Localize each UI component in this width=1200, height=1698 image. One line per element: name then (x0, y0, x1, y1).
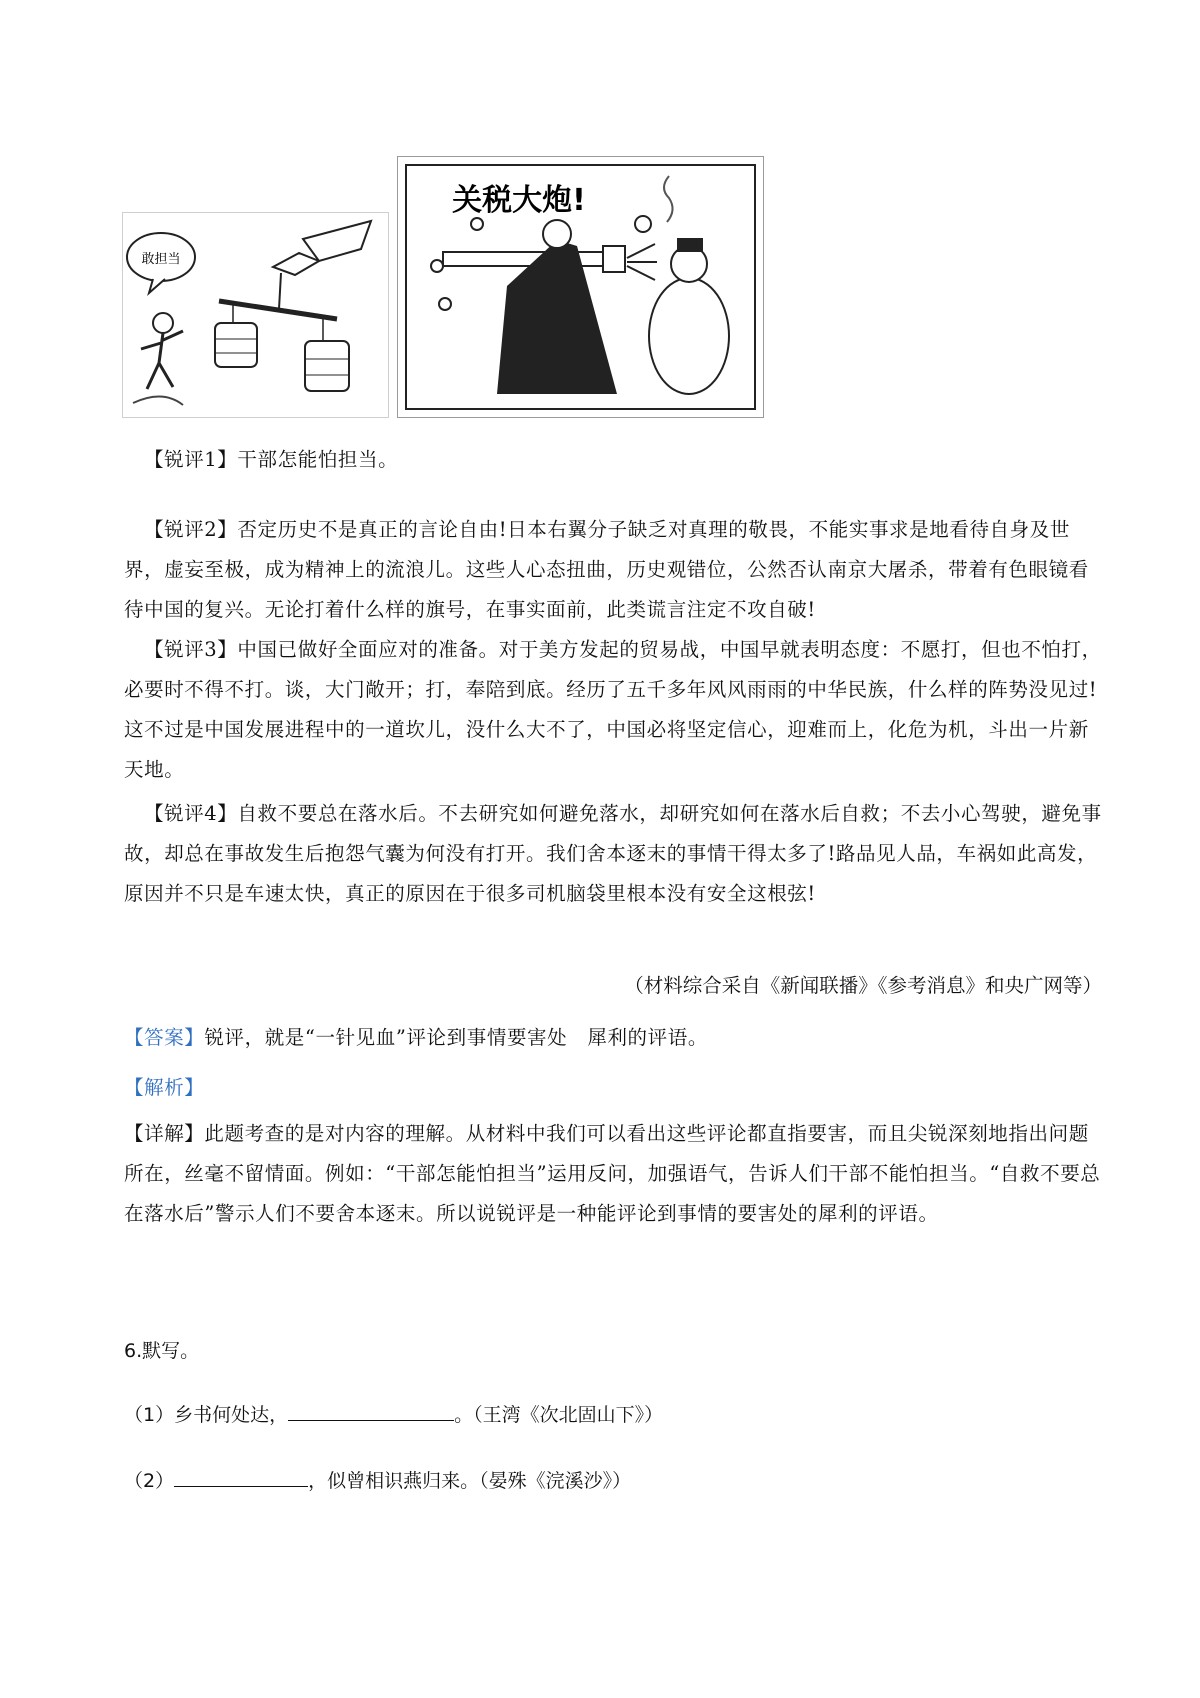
analysis-tag: 【解析】 (124, 1076, 205, 1099)
cartoon-images (122, 156, 762, 416)
question-6-title: 6.默写。 (124, 1340, 200, 1362)
comment-2-text: 否定历史不是真正的言论自由!日本右翼分子缺乏对真理的敬畏，不能实事求是地看待自身及世界，虚妄至极，成为精神上的流浪儿。这些人心态扭曲，历史观错位，公然否认南京大屠杀，带着有色眼镜看待中国的复兴。无论打着什么样的旗号，在事实面前，此类谎言注定不攻自破! (124, 518, 1089, 621)
cartoon-right-drawing (407, 166, 754, 408)
comment-4-tag: 【锐评4】 (144, 802, 238, 825)
cartoon-right-image (397, 156, 764, 418)
detail (124, 1114, 1104, 1234)
cartoon-headline: 关税大炮! (452, 183, 586, 218)
comment-3-text: 中国已做好全面应对的准备。对于美方发起的贸易战，中国早就表明态度：不愿打，但也不怕打，必要时不得不打。谈，大门敞开；打，奉陪到底。经历了五千多年风风雨雨的中华民族，什么样的阵势没见过!这不过是中国发展进程中的一道坎儿，没什么大不了，中国必将坚定信心，迎难而上，化危为机，斗出一片新天地。 (124, 638, 1102, 781)
item-1-after: 。（王湾《次北固山下》） (454, 1404, 664, 1426)
item-1-blank[interactable] (288, 1402, 454, 1421)
item-2-number: （2） (124, 1470, 175, 1492)
detail-tag: 【详解】 (124, 1122, 205, 1145)
answer (124, 1018, 1104, 1058)
detail-text: 此题考查的是对内容的理解。从材料中我们可以看出这些评论都直指要害，而且尖锐深刻地指出问题所在，丝毫不留情面。例如：“干部怎能怕担当”运用反问，加强语气，告诉人们干部不能怕担当。“自救不要总在落水后”警示人们不要舍本逐末。所以说锐评是一种能评论到事情的要害处的犀利的评语。 (124, 1122, 1101, 1225)
question-6-item-1 (124, 1400, 663, 1427)
comment-4-text: 自救不要总在落水后。不去研究如何避免落水，却研究如何在落水后自救；不去小心驾驶，避免事故，却总在事故发生后抱怨气囊为何没有打开。我们舍本逐末的事情干得太多了!路品见人品，车祸如此高发，原因并不只是车速太快，真正的原因在于很多司机脑袋里根本没有安全这根弦! (124, 802, 1102, 905)
comment-1-tag: 【锐评1】 (144, 448, 238, 471)
item-1-before: 乡书何处达， (174, 1404, 289, 1426)
item-2-blank[interactable] (174, 1468, 308, 1487)
comment-3-tag: 【锐评3】 (144, 638, 238, 661)
answer-text: 锐评，就是“一针见血”评论到事情要害处 犀利的评语。 (204, 1026, 708, 1049)
cartoon-left-drawing (123, 213, 388, 417)
analysis (124, 1068, 1104, 1108)
item-1-number: （1） (124, 1404, 175, 1426)
answer-tag: 【答案】 (124, 1026, 205, 1049)
comment-1-text: 干部怎能怕担当。 (237, 448, 399, 471)
item-2-after: ，似曾相识燕归来。（晏殊《浣溪沙》） (308, 1470, 632, 1492)
cartoon-bubble-text: 敢担当 (141, 252, 181, 267)
cartoon-left-image (122, 212, 389, 418)
comment-2 (124, 510, 1104, 630)
comment-4 (124, 794, 1104, 914)
source-note: （材料综合采自《新闻联播》《参考消息》和央广网等） (624, 974, 1102, 997)
comment-1 (124, 440, 1104, 480)
question-6-item-2 (124, 1466, 631, 1493)
comment-3 (124, 630, 1104, 790)
comment-2-tag: 【锐评2】 (144, 518, 238, 541)
